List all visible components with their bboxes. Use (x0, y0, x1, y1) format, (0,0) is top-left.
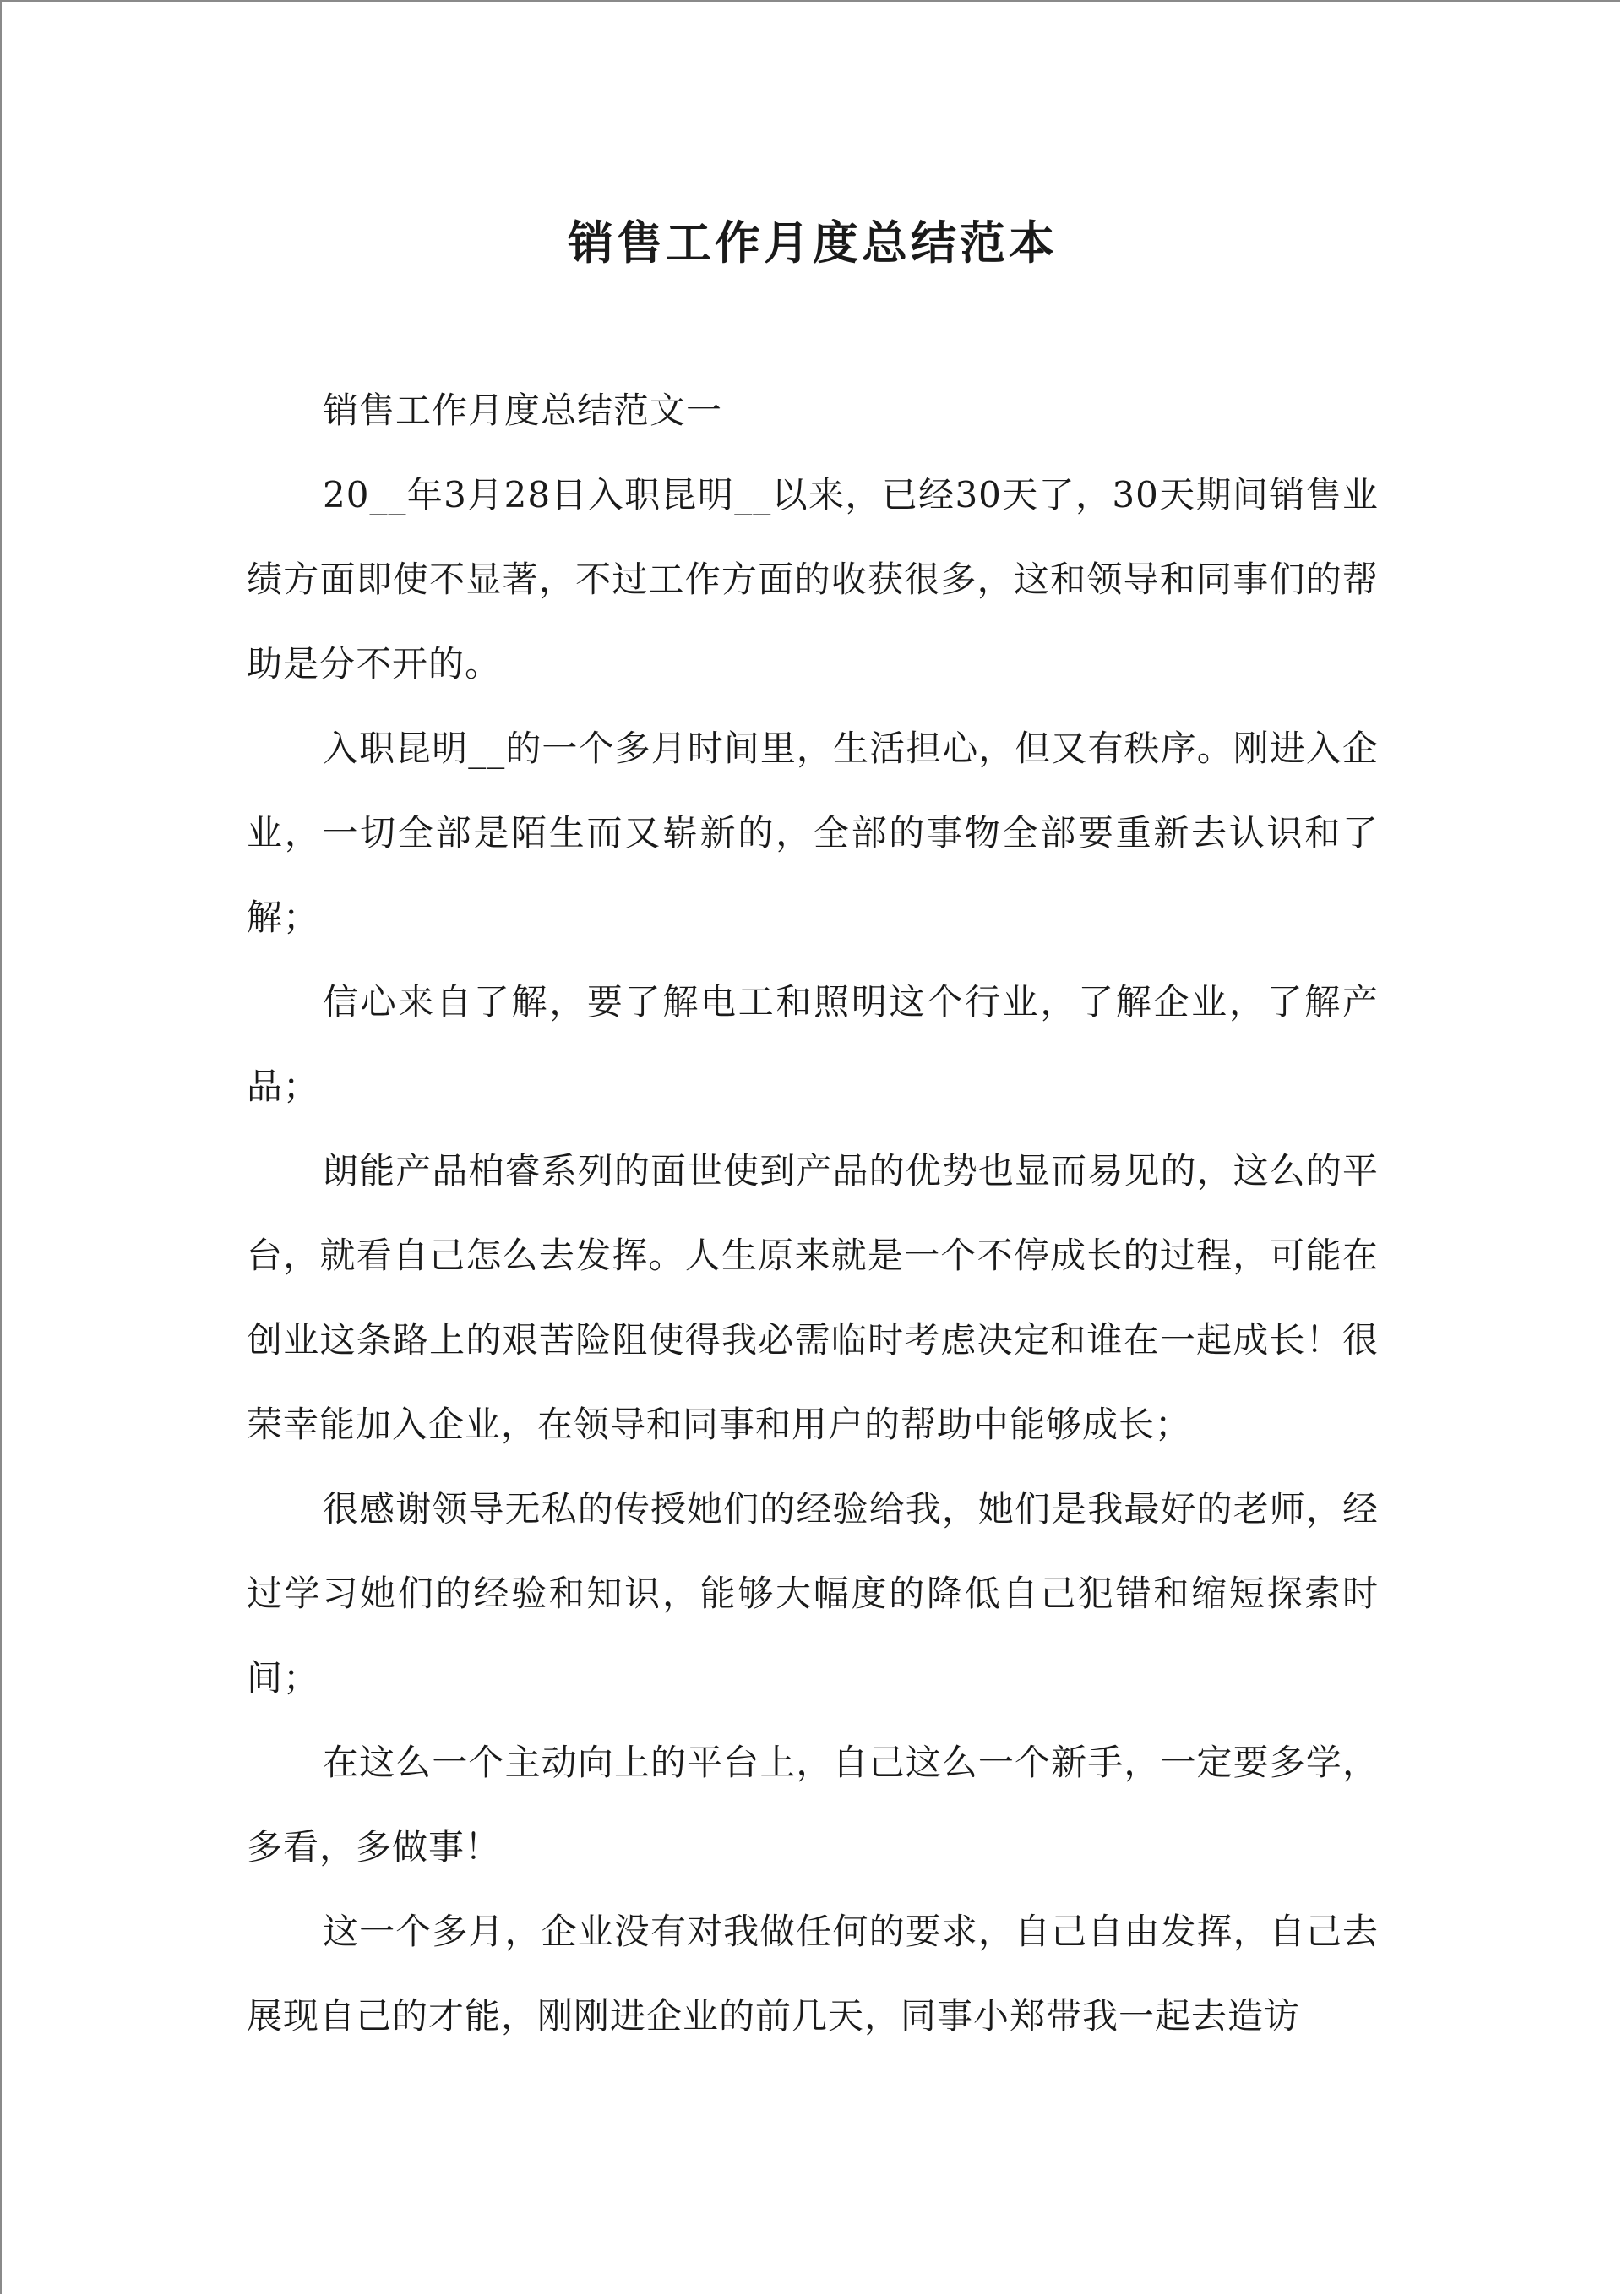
paragraph-subtitle: 销售工作月度总结范文一 (323, 390, 723, 431)
document-title: 销售工作月度总结范本 (568, 215, 1058, 270)
paragraph: 很感谢领导无私的传授她们的经验给我，她们是我最好的老师，经过学习她们的经验和知识，能够大幅度的降低自己犯错和缩短探索时间； (247, 1488, 1379, 1699)
document-body (247, 368, 1379, 2059)
paragraph: 20__年3月28日入职昆明__以来，已经30天了，30天期间销售业绩方面即使不显著，不过工作方面的收获很多，这和领导和同事们的帮助是分不开的。 (247, 474, 1379, 684)
paragraph: 入职昆明__的一个多月时间里，生活担心，但又有秩序。刚进入企业，一切全部是陌生而又崭新的，全部的事物全部要重新去认识和了解； (247, 728, 1379, 938)
paragraph: 信心来自了解，要了解电工和照明这个行业，了解企业，了解产品； (247, 981, 1379, 1107)
paragraph: 朗能产品柏睿系列的面世使到产品的优势也显而易见的，这么的平台，就看自己怎么去发挥。人生原来就是一个不停成长的过程，可能在创业这条路上的艰苦险阻使得我必需临时考虑决定和谁在一起成长！很荣幸能加入企业，在领导和同事和用户的帮助中能够成长； (247, 1150, 1379, 1445)
paragraph: 这一个多月，企业没有对我做任何的要求，自己自由发挥，自己去展现自己的才能，刚刚进企业的前几天，同事小郑带我一起去造访 (247, 1911, 1379, 2037)
paragraph: 在这么一个主动向上的平台上，自己这么一个新手，一定要多学，多看，多做事！ (247, 1742, 1379, 1868)
